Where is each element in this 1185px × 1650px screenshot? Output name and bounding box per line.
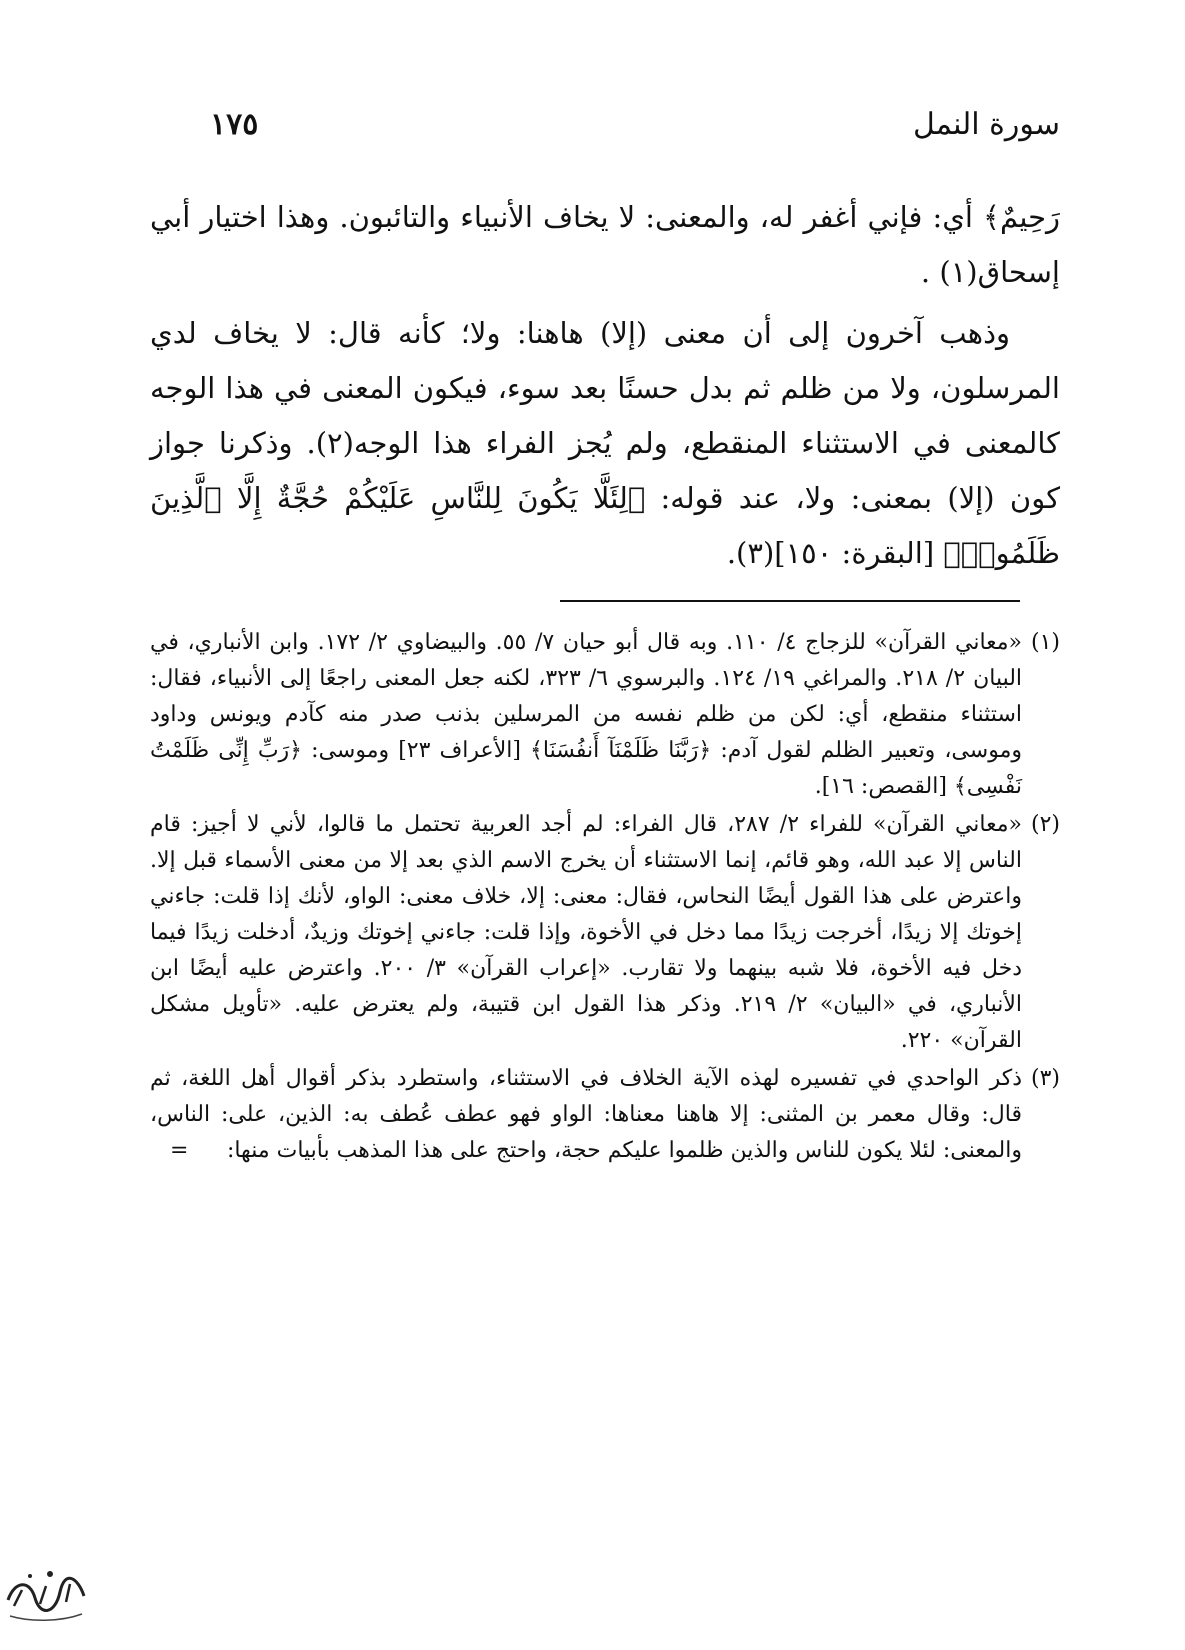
- footnote: [150, 1061, 1060, 1169]
- footnote: [150, 807, 1060, 1059]
- page-header: [150, 105, 1060, 155]
- footnote-text: «معاني القرآن» للزجاج ٤/ ١١٠. وبه قال أبو حيان ٧/ ٥٥. والبيضاوي ٢/ ١٧٢. وابن الأنباري، في البيان ٢/ ٢١٨. والمراغي ١٩/ ١٢٤. والبرسوي ٦/ ٣٢٣، لكنه جعل المعنى راجعًا إلى الأنبياء، فقال: استثناء منقطع، أي: لكن من ظلم نفسه من المرسلين بذنب صدر منه كآدم ويونس وداود وموسى، وتعبير الظلم لقول آدم: ﴿رَبَّنَا ظَلَمْنَآ أَنفُسَنَا﴾ [الأعراف ٢٣] وموسى: ﴿رَبِّ إِنِّى ظَلَمْتُ نَفْسِى﴾ [القصص: ١٦].: [150, 630, 1023, 799]
- footnote-text: «معاني القرآن» للفراء ٢/ ٢٨٧، قال الفراء: لم أجد العربية تحتمل ما قالوا، لأني لا أجيز: قام الناس إلا عبد الله، وهو قائم، إنما الاستثناء أن يخرج الاسم الذي بعد إلا من معنى الأسماء قبل إلا. واعترض على هذا القول أيضًا النحاس، فقال: معنى: إلا، خلاف معنى: الواو، لأنك إذا قلت: جاءني إخوتك إلا زيدًا، أخرجت زيدًا مما دخل في الأخوة، وإذا قلت: جاءني إخوتك وزيدٌ، أدخلت زيدًا فيما دخل فيه الأخوة، فلا شبه بينهما ولا تقارب. «إعراب القرآن» ٣/ ٢٠٠. واعترض عليه أيضًا ابن الأنباري، في «البيان» ٢/ ٢١٩. وذكر هذا القول ابن قتيبة، ولم يعترض عليه. «تأويل مشكل القرآن» ٢٢٠.: [150, 812, 1023, 1053]
- main-text: [150, 190, 1060, 581]
- footnote-number: (١): [1030, 630, 1060, 655]
- footnote-number: (٢): [1030, 812, 1060, 837]
- continuation-mark: =: [170, 1138, 189, 1163]
- main-paragraph: وذهب آخرون إلى أن معنى (إلا) هاهنا: ولا؛ كأنه قال: لا يخاف لدي المرسلون، ولا من ظلم ثم بدل حسنًا بعد سوء، فيكون المعنى في هذا الوجه كالمعنى في الاستثناء المنقطع، ولم يُجز الفراء هذا الوجه(٢). وذكرنا جواز كون (إلا) بمعنى: ولا، عند قوله: ﴿لِئَلَّا يَكُونَ لِلنَّاسِ عَلَيْكُمْ حُجَّةٌ إِلَّا ٱلَّذِينَ ظَلَمُوا۟﴾ [البقرة: ١٥٠](٣).: [150, 316, 1060, 570]
- footnotes: [150, 625, 1060, 1171]
- footnote: [150, 625, 1060, 805]
- surah-name: سورة النمل: [913, 107, 1060, 142]
- page-number: ١٧٥: [210, 107, 259, 142]
- footnote-separator: [560, 600, 1020, 602]
- footnote-text-content: ذكر الواحدي في تفسيره لهذه الآية الخلاف في الاستثناء، واستطرد بذكر أقوال أهل اللغة، ثم قال: وقال معمر بن المثنى: إلا هاهنا معناها: الواو فهو عطف عُطف به: الذين، على: الناس، والمعنى: لئلا يكون للناس والذين ظلموا عليكم حجة، واحتج على هذا المذهب بأبيات منها:: [150, 1066, 1022, 1163]
- footnote-number: (٣): [1030, 1066, 1060, 1091]
- library-stamp-logo: [0, 1560, 90, 1630]
- main-paragraph: رَحِيمٌ﴾ أي: فإني أغفر له، والمعنى: لا يخاف الأنبياء والتائبون. وهذا اختيار أبي إسحاق(١) .: [150, 200, 1060, 289]
- footnote-text: [150, 1061, 1022, 1169]
